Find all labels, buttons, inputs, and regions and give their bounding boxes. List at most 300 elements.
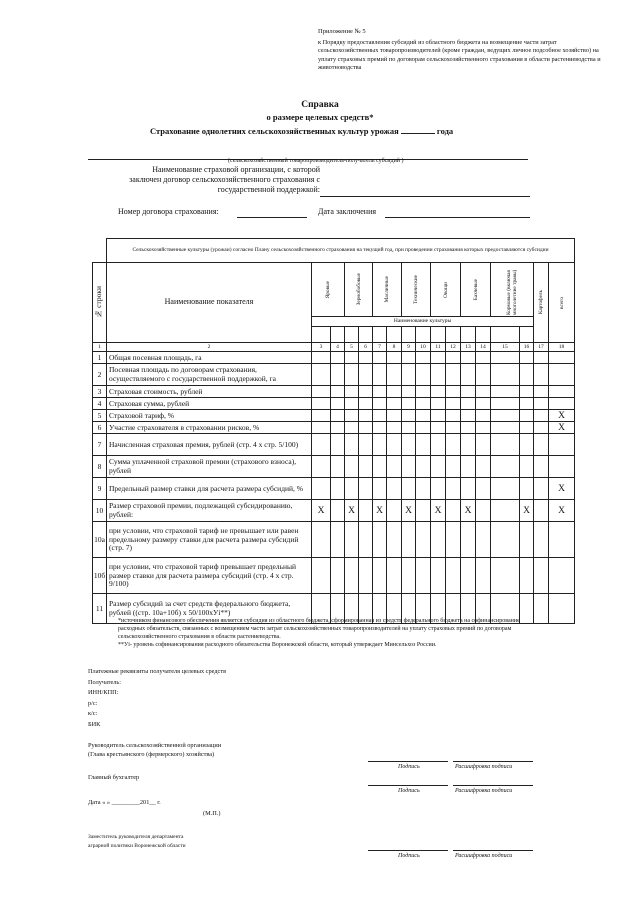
column-number: 15 xyxy=(491,343,520,352)
value-cell[interactable] xyxy=(491,422,520,434)
value-cell[interactable] xyxy=(491,456,520,478)
value-cell[interactable] xyxy=(491,386,520,398)
value-cell[interactable] xyxy=(373,364,387,386)
row-number: 7 xyxy=(93,434,107,456)
column-number: 8 xyxy=(387,343,402,352)
value-cell[interactable] xyxy=(345,364,359,386)
value-cell[interactable] xyxy=(431,422,446,434)
value-cell[interactable] xyxy=(387,364,402,386)
value-cell[interactable] xyxy=(446,398,461,410)
x-mark-cell: Х xyxy=(345,500,359,522)
value-cell[interactable] xyxy=(345,558,359,594)
table-row xyxy=(93,410,575,422)
value-cell[interactable] xyxy=(461,456,476,478)
accountant-decode-line[interactable] xyxy=(453,785,533,786)
footnotes xyxy=(118,617,533,649)
column-number: 9 xyxy=(402,343,416,352)
value-cell[interactable] xyxy=(491,434,520,456)
deputy-decode-line[interactable] xyxy=(453,850,533,851)
row-label: при условии, что страховой тариф не превышает или равен предельному размеру ставки для расчета размера субсидий (стр. 7) xyxy=(107,522,312,558)
value-cell[interactable] xyxy=(534,456,549,478)
date-line[interactable]: Дата « » _________201__ г. xyxy=(88,799,161,806)
value-cell[interactable] xyxy=(549,434,575,456)
crop-header: Яровые xyxy=(325,280,331,299)
value-cell[interactable] xyxy=(491,352,520,364)
table-row xyxy=(93,364,575,386)
value-cell[interactable] xyxy=(312,410,331,422)
column-number: 4 xyxy=(331,343,345,352)
value-cell[interactable] xyxy=(461,410,476,422)
value-cell[interactable] xyxy=(373,456,387,478)
value-cell[interactable] xyxy=(534,422,549,434)
value-cell[interactable] xyxy=(461,364,476,386)
value-cell[interactable] xyxy=(549,456,575,478)
value-cell[interactable] xyxy=(416,522,431,558)
value-cell[interactable] xyxy=(549,386,575,398)
table-row xyxy=(93,522,575,558)
stamp-place: (М.П.) xyxy=(203,810,221,817)
value-cell[interactable] xyxy=(534,364,549,386)
value-cell[interactable] xyxy=(387,386,402,398)
doc-title-year-line xyxy=(150,126,453,136)
sign-caption: Подпись xyxy=(398,788,420,794)
value-cell[interactable] xyxy=(373,398,387,410)
title-year-suffix: года xyxy=(436,126,454,136)
x-mark-cell: Х xyxy=(402,500,416,522)
value-cell[interactable] xyxy=(331,410,345,422)
value-cell[interactable] xyxy=(416,364,431,386)
x-mark-cell: Х xyxy=(520,500,534,522)
column-number: 16 xyxy=(520,343,534,352)
value-cell[interactable] xyxy=(331,398,345,410)
value-cell[interactable] xyxy=(446,522,461,558)
value-cell[interactable] xyxy=(520,478,534,500)
value-cell[interactable] xyxy=(331,478,345,500)
value-cell[interactable] xyxy=(446,410,461,422)
column-number: 18 xyxy=(549,343,575,352)
x-mark-cell: Х xyxy=(549,410,575,422)
value-cell[interactable] xyxy=(345,422,359,434)
table-header-crops xyxy=(93,263,575,317)
table-row xyxy=(93,386,575,398)
value-cell[interactable] xyxy=(416,558,431,594)
column-number: 17 xyxy=(534,343,549,352)
value-cell[interactable] xyxy=(476,386,491,398)
value-cell[interactable] xyxy=(345,478,359,500)
value-cell[interactable] xyxy=(416,386,431,398)
title-year-prefix: Страхование однолетних сельскохозяйственных культур урожая xyxy=(150,126,399,136)
contract-number-line[interactable] xyxy=(237,217,307,218)
head-sign-line[interactable] xyxy=(368,761,448,762)
row-number: 11 xyxy=(93,594,107,624)
value-cell[interactable] xyxy=(387,434,402,456)
value-cell[interactable] xyxy=(387,478,402,500)
value-cell[interactable] xyxy=(446,456,461,478)
value-cell[interactable] xyxy=(416,434,431,456)
value-cell[interactable] xyxy=(373,386,387,398)
value-cell[interactable] xyxy=(402,434,416,456)
value-cell[interactable] xyxy=(446,364,461,386)
value-cell[interactable] xyxy=(402,478,416,500)
bank-account: р/с: xyxy=(88,699,98,707)
table-row xyxy=(93,500,575,522)
row-number: 2 xyxy=(93,364,107,386)
value-cell[interactable] xyxy=(402,522,416,558)
value-cell[interactable] xyxy=(359,364,373,386)
value-cell[interactable] xyxy=(520,410,534,422)
value-cell[interactable] xyxy=(331,422,345,434)
value-cell[interactable] xyxy=(491,398,520,410)
head-signature-label: Руководитель сельскохозяйственной организации (Глава крестьянского (фермерского) хозяйства) xyxy=(88,742,222,758)
value-cell[interactable] xyxy=(461,522,476,558)
decode-caption: Расшифровка подписи xyxy=(455,788,513,794)
table-row xyxy=(93,398,575,410)
row-label: Посевная площадь по договорам страхования, осуществляемого с государственной поддержкой, га xyxy=(107,364,312,386)
value-cell[interactable] xyxy=(446,422,461,434)
value-cell[interactable] xyxy=(416,478,431,500)
column-number: 1 xyxy=(93,343,107,352)
value-cell[interactable] xyxy=(534,386,549,398)
sign-caption: Подпись xyxy=(398,764,420,770)
value-cell[interactable] xyxy=(446,386,461,398)
bank-inn: ИНН/КПП: xyxy=(88,689,119,696)
value-cell[interactable] xyxy=(534,522,549,558)
deputy-sign-line[interactable] xyxy=(368,850,448,851)
value-cell[interactable] xyxy=(359,522,373,558)
row-label: Сумма уплаченной страховой премии (страхового взноса), рублей xyxy=(107,456,312,478)
value-cell[interactable] xyxy=(461,478,476,500)
value-cell[interactable] xyxy=(345,410,359,422)
value-cell[interactable] xyxy=(461,386,476,398)
value-cell[interactable] xyxy=(416,500,431,522)
value-cell[interactable] xyxy=(520,422,534,434)
value-cell[interactable] xyxy=(312,478,331,500)
value-cell[interactable] xyxy=(359,500,373,522)
value-cell[interactable] xyxy=(359,434,373,456)
value-cell[interactable] xyxy=(402,558,416,594)
value-cell[interactable] xyxy=(476,434,491,456)
contract-date-line[interactable] xyxy=(385,217,530,218)
value-cell[interactable] xyxy=(345,398,359,410)
accountant-label: Главный бухгалтер xyxy=(88,774,140,781)
value-cell[interactable] xyxy=(312,558,331,594)
recipient-caption: (сельскохозяйственный товаропроизводитель-получатель субсидий ) xyxy=(228,158,404,164)
value-cell[interactable] xyxy=(387,500,402,522)
crop-header: Бахчевые xyxy=(472,278,479,301)
value-cell[interactable] xyxy=(520,352,534,364)
value-cell[interactable] xyxy=(476,522,491,558)
value-cell[interactable] xyxy=(312,422,331,434)
value-cell[interactable] xyxy=(373,410,387,422)
value-cell[interactable] xyxy=(491,410,520,422)
value-cell[interactable] xyxy=(534,594,549,624)
value-cell[interactable] xyxy=(476,558,491,594)
value-cell[interactable] xyxy=(387,558,402,594)
column-number: 10 xyxy=(416,343,431,352)
value-cell[interactable] xyxy=(373,522,387,558)
value-cell[interactable] xyxy=(402,386,416,398)
value-cell[interactable] xyxy=(359,410,373,422)
crop-header: Овощи xyxy=(442,281,449,298)
column-number: 11 xyxy=(431,343,446,352)
bank-details xyxy=(88,667,226,730)
table-row xyxy=(93,422,575,434)
value-cell[interactable] xyxy=(331,364,345,386)
value-cell[interactable] xyxy=(312,456,331,478)
crop-header: Масличные xyxy=(384,276,390,303)
column-number: 14 xyxy=(476,343,491,352)
value-cell[interactable] xyxy=(476,500,491,522)
contract-date-label: Дата заключения xyxy=(318,207,377,216)
footnote-1: *источником финансового обеспечения является субсидия из областного бюджета, сформированная из средств федерального бюджета на софинансирование расходных обязательств, связанных с возмещением части затрат сельскохозяйственных товаропроизводителей на уплату страховых премий по договорам сельскохозяйственного страхования в области растениеводства. xyxy=(118,618,520,640)
contract-number-label: Номер договора страхования: xyxy=(118,207,219,216)
value-cell[interactable] xyxy=(491,522,520,558)
insurer-label: Наименование страховой организации, с которой заключен договор сельскохозяйственного страхования с государственной поддержкой: xyxy=(129,165,320,194)
value-cell[interactable] xyxy=(431,410,446,422)
insurer-line[interactable] xyxy=(320,196,530,197)
x-mark-cell: Х xyxy=(312,500,331,522)
value-cell[interactable] xyxy=(373,434,387,456)
value-cell[interactable] xyxy=(402,398,416,410)
value-cell[interactable] xyxy=(476,422,491,434)
value-cell[interactable] xyxy=(534,398,549,410)
accountant-sign-line[interactable] xyxy=(368,785,448,786)
value-cell[interactable] xyxy=(461,422,476,434)
value-cell[interactable] xyxy=(331,434,345,456)
value-cell[interactable] xyxy=(312,522,331,558)
value-cell[interactable] xyxy=(331,352,345,364)
col-row-no-header: № строки xyxy=(93,263,107,343)
table-row xyxy=(93,456,575,478)
value-cell[interactable] xyxy=(534,352,549,364)
row-number: 8 xyxy=(93,456,107,478)
value-cell[interactable] xyxy=(534,410,549,422)
year-blank[interactable] xyxy=(401,133,435,134)
value-cell[interactable] xyxy=(312,398,331,410)
value-cell[interactable] xyxy=(520,364,534,386)
bank-recipient: Получатель: xyxy=(88,678,122,686)
value-cell[interactable] xyxy=(431,456,446,478)
value-cell[interactable] xyxy=(312,434,331,456)
row-label: Предельный размер ставки для расчета размера субсидий, % xyxy=(107,478,312,500)
value-cell[interactable] xyxy=(359,386,373,398)
value-cell[interactable] xyxy=(446,500,461,522)
value-cell[interactable] xyxy=(312,352,331,364)
value-cell[interactable] xyxy=(402,364,416,386)
value-cell[interactable] xyxy=(345,434,359,456)
row-label: Размер страховой премии, подлежащей субсидированию, рублей: xyxy=(107,500,312,522)
value-cell[interactable] xyxy=(446,478,461,500)
value-cell[interactable] xyxy=(387,410,402,422)
value-cell[interactable] xyxy=(461,558,476,594)
decode-caption: Расшифровка подписи xyxy=(455,853,513,859)
value-cell[interactable] xyxy=(359,422,373,434)
value-cell[interactable] xyxy=(359,398,373,410)
value-cell[interactable] xyxy=(331,500,345,522)
value-cell[interactable] xyxy=(345,456,359,478)
value-cell[interactable] xyxy=(549,352,575,364)
value-cell[interactable] xyxy=(476,352,491,364)
value-cell[interactable] xyxy=(359,456,373,478)
row-number: 5 xyxy=(93,410,107,422)
value-cell[interactable] xyxy=(534,478,549,500)
table-row xyxy=(93,352,575,364)
value-cell[interactable] xyxy=(491,558,520,594)
crop-header: Зернобобовые xyxy=(355,273,362,306)
value-cell[interactable] xyxy=(491,500,520,522)
row-label: Размер субсидий за счет средств федерального бюджета, рублей ((стр. 10а+10б) х 50/100хУi**) xyxy=(107,594,312,624)
value-cell[interactable] xyxy=(549,594,575,624)
value-cell[interactable] xyxy=(520,398,534,410)
x-mark-cell: Х xyxy=(431,500,446,522)
x-mark-cell: Х xyxy=(373,500,387,522)
value-cell[interactable] xyxy=(387,522,402,558)
row-label: Участие страхователя в страховании рисков, % xyxy=(107,422,312,434)
bank-corr-account: к/с: xyxy=(88,710,98,717)
value-cell[interactable] xyxy=(416,456,431,478)
value-cell[interactable] xyxy=(549,522,575,558)
appendix-block xyxy=(318,28,618,72)
x-mark-cell: Х xyxy=(549,500,575,522)
value-cell[interactable] xyxy=(331,522,345,558)
value-cell[interactable] xyxy=(520,386,534,398)
value-cell[interactable] xyxy=(431,364,446,386)
value-cell[interactable] xyxy=(431,558,446,594)
doc-subtitle: о размере целевых средств* xyxy=(266,112,374,122)
value-cell[interactable] xyxy=(446,434,461,456)
col-indicator-header: Наименование показателя xyxy=(107,263,312,343)
column-number: 13 xyxy=(461,343,476,352)
value-cell[interactable] xyxy=(345,386,359,398)
value-cell[interactable] xyxy=(520,558,534,594)
value-cell[interactable] xyxy=(312,386,331,398)
value-cell[interactable] xyxy=(387,422,402,434)
value-cell[interactable] xyxy=(402,456,416,478)
value-cell[interactable] xyxy=(476,364,491,386)
x-mark-cell: Х xyxy=(549,478,575,500)
value-cell[interactable] xyxy=(359,558,373,594)
row-number: 1 xyxy=(93,352,107,364)
value-cell[interactable] xyxy=(431,478,446,500)
row-label: Страховая стоимость, рублей xyxy=(107,386,312,398)
value-cell[interactable] xyxy=(359,478,373,500)
row-number: 4 xyxy=(93,398,107,410)
crop-header: всего xyxy=(558,296,565,309)
column-number: 5 xyxy=(345,343,359,352)
appendix-number: Приложение № 5 xyxy=(318,28,366,35)
appendix-text: к Порядку предоставления субсидий из областного бюджета на возмещение части затрат сельскохозяйственных товаропроизводителей (кроме граждан, ведущих личное подсобное хозяйство) на уплату страховых премий по договорам сельскохозяйственного страхования в области растениеводства и животноводства xyxy=(318,39,601,71)
decode-caption: Расшифровка подписи xyxy=(455,764,513,770)
deputy-label: Заместитель руководителя департамента аграрной политики Воронежской области xyxy=(88,834,186,849)
column-number: 6 xyxy=(359,343,373,352)
value-cell[interactable] xyxy=(402,410,416,422)
value-cell[interactable] xyxy=(431,434,446,456)
value-cell[interactable] xyxy=(461,434,476,456)
value-cell[interactable] xyxy=(476,410,491,422)
row-label: Страховая сумма, рублей xyxy=(107,398,312,410)
value-cell[interactable] xyxy=(431,522,446,558)
value-cell[interactable] xyxy=(431,398,446,410)
value-cell[interactable] xyxy=(534,500,549,522)
crop-header: Кормовые (включая многолетние травы) xyxy=(506,269,518,315)
value-cell[interactable] xyxy=(534,434,549,456)
value-cell[interactable] xyxy=(416,410,431,422)
value-cell[interactable] xyxy=(549,558,575,594)
value-cell[interactable] xyxy=(491,364,520,386)
value-cell[interactable] xyxy=(373,558,387,594)
value-cell[interactable] xyxy=(416,398,431,410)
value-cell[interactable] xyxy=(416,422,431,434)
value-cell[interactable] xyxy=(359,352,373,364)
bank-heading: Платежные реквизиты получателя целевых средств xyxy=(88,668,227,675)
column-number: 7 xyxy=(373,343,387,352)
value-cell[interactable] xyxy=(534,558,549,594)
value-cell[interactable] xyxy=(373,478,387,500)
column-numbers-row xyxy=(93,343,575,352)
value-cell[interactable] xyxy=(491,478,520,500)
value-cell[interactable] xyxy=(476,456,491,478)
value-cell[interactable] xyxy=(387,398,402,410)
value-cell[interactable] xyxy=(387,352,402,364)
table-row xyxy=(93,478,575,500)
value-cell[interactable] xyxy=(520,434,534,456)
value-cell[interactable] xyxy=(312,364,331,386)
value-cell[interactable] xyxy=(549,364,575,386)
indicators-table xyxy=(92,238,575,624)
row-number: 6 xyxy=(93,422,107,434)
footnote-2: **Уi- уровень софинансирования расходного обязательства Воронежской области, который утверждает Минсельхоз России. xyxy=(118,642,437,648)
row-label: Начисленная страховая премия, рублей (стр. 4 х стр. 5/100) xyxy=(107,434,312,456)
table-header-top xyxy=(93,239,575,263)
row-label: Общая посевная площадь, га xyxy=(107,352,312,364)
row-number: 10а xyxy=(93,522,107,558)
column-number: 12 xyxy=(446,343,461,352)
row-number: 10 xyxy=(93,500,107,522)
row-label: при условии, что страховой тариф превышает предельный размер ставки для расчета размера субсидий (стр. 4 х стр. 9/100) xyxy=(107,558,312,594)
sign-caption: Подпись xyxy=(398,853,420,859)
value-cell[interactable] xyxy=(476,398,491,410)
table-header-top-text: Сельскохозяйственные культуры (урожаи) согласно Плану сельскохозяйственного страхования на текущий год, при проведении страхования которых предоставляются субсидии xyxy=(107,239,575,263)
value-cell[interactable] xyxy=(461,398,476,410)
value-cell[interactable] xyxy=(345,352,359,364)
value-cell[interactable] xyxy=(446,352,461,364)
value-cell[interactable] xyxy=(476,478,491,500)
value-cell[interactable] xyxy=(331,558,345,594)
value-cell[interactable] xyxy=(431,386,446,398)
value-cell[interactable] xyxy=(461,352,476,364)
value-cell[interactable] xyxy=(402,422,416,434)
value-cell[interactable] xyxy=(345,522,359,558)
value-cell[interactable] xyxy=(402,352,416,364)
table-row xyxy=(93,558,575,594)
head-decode-line[interactable] xyxy=(453,761,533,762)
value-cell[interactable] xyxy=(446,558,461,594)
x-mark-cell: Х xyxy=(461,500,476,522)
value-cell[interactable] xyxy=(373,352,387,364)
value-cell[interactable] xyxy=(431,352,446,364)
value-cell[interactable] xyxy=(520,522,534,558)
crop-header: Технические xyxy=(413,275,419,304)
value-cell[interactable] xyxy=(373,422,387,434)
value-cell[interactable] xyxy=(387,456,402,478)
value-cell[interactable] xyxy=(331,386,345,398)
value-cell[interactable] xyxy=(331,456,345,478)
bank-bik: БИК xyxy=(88,720,101,728)
value-cell[interactable] xyxy=(520,456,534,478)
row-number: 10б xyxy=(93,558,107,594)
value-cell[interactable] xyxy=(416,352,431,364)
value-cell[interactable] xyxy=(549,398,575,410)
